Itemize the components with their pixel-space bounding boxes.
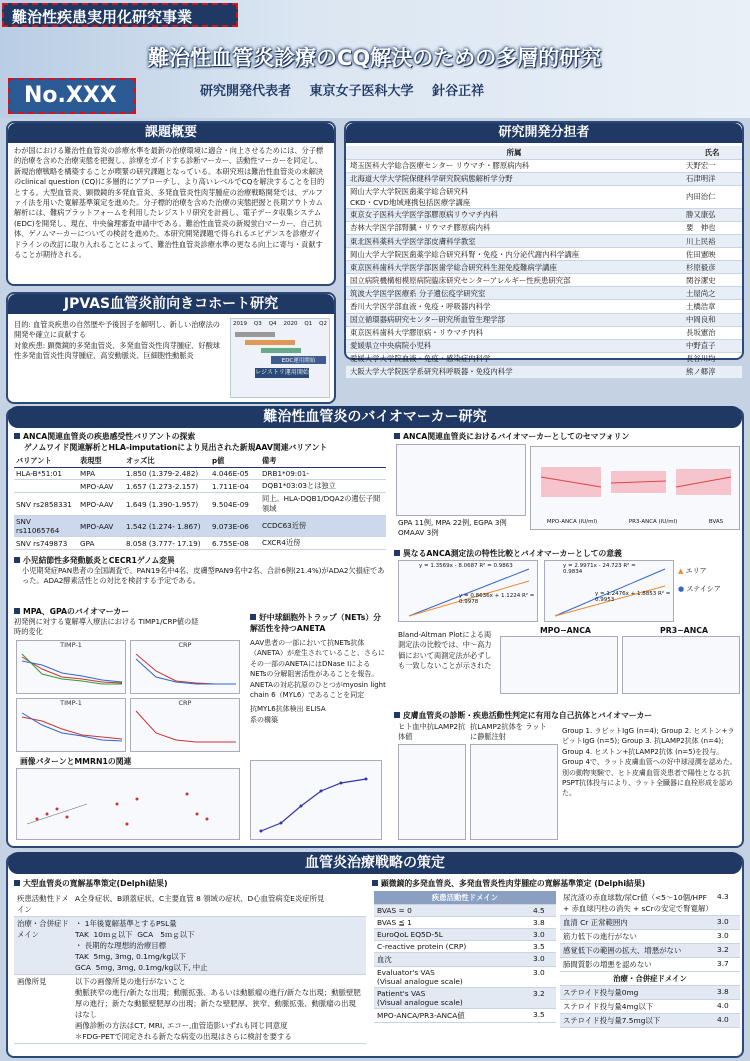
- table-cell: 長谷川均: [682, 352, 742, 365]
- table-cell: 3.2: [714, 944, 740, 958]
- table-cell: 3.0: [530, 929, 556, 941]
- table-cell: 1.649 (1.390-1.957): [124, 493, 210, 516]
- table-cell: 3.2: [530, 988, 556, 1009]
- table-cell: MPA: [78, 468, 124, 480]
- lv-block: 大型血管炎の寛解基準策定(Delphi結果) 疾患活動性ドメイン A全身症状、B頭蓋症状、C主要血管 8 領域の症状、D心血管病変E炎症所見 治療・合併症ドメイン ・ 1年後寛解基準とするPSL量 TAK 10ｍｇ以下 GCA 5ｍｇ以下 ・ 長期的な理想的治療目標 TAK 5mg, 3mg, 0.1mg/kg以下 GCA 5mg, 3mg, 0.1mg/kg以下, 中止 画像所見 以下の画像所見の進行がないこと 動脈狭窄の進行/新たな出現；動脈拡張、あるいは動脈瘤の進行/新たな出現；動脈壁肥厚の進行；新たな動脈壁肥厚の出現；新たな壁肥厚、狭窄、動脈拡張、動脈瘤の出現はなし 画像診断の方法はCT, MRI, エコー,血管造影いずれも同じ同意度 ＊FDG-PETで同定される新たな病変の出現はさらに検討を要する: [14, 878, 366, 1044]
- table-cell: CCDC63近傍: [260, 516, 386, 537]
- biomarker-title: 難治性血管炎のバイオマーカー研究: [8, 406, 742, 428]
- table-cell: 4.0: [714, 1014, 740, 1028]
- table-row: [346, 339, 742, 352]
- domain-table-right: 尿沈渣の赤血球数/尿Cr値（<5～10個/HPF + 赤血球円柱の消失 + sCrの安定で腎寛解） 4.3 血清 Cr 正常範囲内 3.0 筋力低下の進行がない 3.0 感覚低下の範囲の拡大、増悪がない 3.2 肺間質影の増悪を認めない 3.7 治療・合併症ドメイン ステロイド投与量0mg 3.8 ステロイド投与量4mg以下 4.0 ステロイド投与量7.5mg以下 4.0: [560, 891, 740, 1028]
- table-cell: MPO-ANCA/PR3-ANCA値: [374, 1009, 530, 1023]
- lamp-label-b: 抗LAMP2抗体を ラットに静脈注射: [470, 722, 547, 742]
- table-row: [14, 516, 386, 537]
- table-cell: 佐田憲映: [682, 248, 742, 261]
- overview-text: わが国における難治性血管炎の診療水準を最新の治療環境に適合・向上させるためには、分子標的治療を含めた治療実態を把握し、診療をガイドする診断マーカー、活動性マーカーを同定し、新規治療戦略を構築することが喫緊の研究課題となっている。本研究班は難治性血管炎の未解決のclinical question (CQ)に多層的にアプローチし、より高いレベルでCQを解決することを目的とする。大型血管炎、顕微鏡的多発血管炎、多発血管炎性肉芽腫症の治療戦略開発では、デルファイ法を用いた寛解基準策定を進めた。分子標的治療を含めた治療の実態把握と長期アウトカム解析には、難病プラットフォームを利用したレジストリ研究を計画し、電子データ収集システム(EDC)を開発し、現在、中央倫理審査申請中である。難治性血管炎の新規蛍白マーカー、自己抗体、ゲノムマーカーについての検討を進めた。本研究開発課題で得られるエビデンスを診療ガイドラインの改訂に取り入れることによって、難治性血管炎診療水準の更なる向上に寄与・貢献することが期待される。: [14, 146, 325, 260]
- skin-text: Group 1. ラビットIgG (n=4); Group 2. ヒストン+ラビットIgG (n=5); Group 3. 抗LAMP2抗体 (n=4); Group 4. ヒストン+抗LAMP2抗体 (n=5)を投与。Group 4で、ラット皮膚血管への好中球浸潤を認めた。 別の動物実験で、ヒト皮膚血管炎患者で陽性となる抗PSPT抗体投与により、ラット全臓器に血栓形成を認めた。: [562, 727, 737, 798]
- staff-title: 研究開発分担者: [346, 123, 742, 143]
- table-cell: 愛媛大学大学院血液・免疫・感染症内科学: [346, 352, 682, 365]
- variant-table: [14, 455, 386, 550]
- table-cell: p値: [210, 455, 260, 468]
- table-cell: Patient's VAS (Visual analogue scale): [374, 988, 530, 1009]
- table-cell: Evaluator's VAS (Visual analogue scale): [374, 967, 530, 988]
- table-cell: 4.046E-05: [210, 468, 260, 480]
- table-cell: 筋力低下の進行がない: [560, 930, 714, 944]
- table-cell: 疾患活動性ドメイン: [14, 892, 72, 917]
- table-row: [374, 1009, 556, 1023]
- table-cell: 長坂憲治: [682, 326, 742, 339]
- table-row: [346, 221, 742, 234]
- crp-chart: CRP: [130, 640, 240, 694]
- semaphorin-diagram: [396, 444, 526, 516]
- lv-table: [14, 892, 366, 1044]
- table-cell: 土橋浩章: [682, 300, 742, 313]
- elisa-chart: [250, 760, 382, 840]
- table-row: [14, 468, 386, 480]
- table-cell: 国立循環器病研究センター研究所血管生理学部: [346, 313, 682, 326]
- ba-label-pr3: PR3−ANCA: [660, 626, 708, 635]
- jpvas-text: 目的: 血管炎疾患の自然歴や予後因子を解明し、新しい治療法の開発や確立に貢献する 対象疾患: 顕微鏡的多発血管炎、多発血管炎性肉芽腫症、好酸球性多発血管炎性肉芽腫症、高安動脈炎、巨細胞性動脈炎: [14, 320, 220, 361]
- table-cell: 治療・合併症ドメイン: [14, 917, 72, 975]
- table-row: [374, 988, 556, 1009]
- table-row: [346, 287, 742, 300]
- table-cell: 東京医科歯科大学膠原病・リウマチ内科: [346, 326, 682, 339]
- table-cell: 岡山大学大学院医歯薬学総合研究科腎・免疫・内分泌代謝内科学講座: [346, 248, 682, 261]
- table-cell: 要 伸也: [682, 221, 742, 234]
- table-cell: SNV rs11065764: [14, 516, 78, 537]
- table-cell: 東京医科歯科大学医学部医歯学総合研究科生涯免疫難病学講座: [346, 261, 682, 274]
- table-cell: 岡山大学大学院医歯薬学総合研究科 CKD・CVD地域連携包括医療学講座: [346, 185, 682, 208]
- table-cell: 4.0: [714, 1000, 740, 1014]
- net-block: 好中球細胞外トラップ（NETs）分解活性を持つANETA AAV患者の一部において抗NETs抗体（ANETA）が産生されていること、さらにその一部のANETAにはDNase Iによる NETsの分解阻害活性があることを報告。ANETAの対応抗原のひとつがmyosin light chain 6（MYL6）であることを同定 抗MYL6抗体検出 ELISA系の構築: [250, 613, 386, 724]
- table-row: [346, 185, 742, 208]
- table-row: [14, 917, 366, 975]
- lamp-chart: [398, 744, 466, 840]
- table-cell: DRB1*09:01-: [260, 468, 386, 480]
- kawasaki-block: 小児結節性多発動脈炎とCECR1ゲノム変異 小児期発症PAN患者の全国調査で、PAN19名中4名、皮膚型PAN9名中2名、合計6例(21.4%)がADA2欠損症であった。ADA2酵素活性との対比を検討する予定である。: [14, 555, 386, 587]
- table-cell: SNV rs749873: [14, 537, 78, 550]
- anca-variant-block: ANCA関連血管炎の疾患感受性バリアントの探索 ゲノムワイド関連解析とHLA-imputationにより見出された新規AAV関連バリアント バリアント 表現型 オッズ比 p値 備考 HLA-B*51:01 MPA 1.850 (1.379-2.482) 4.046E-05 DRB1*09:01- MPO-AAV 1.657 (1.273-2.157) 1.711E-04 DQB1*03:03とは独立 SNV rs2858331 MPO-AAV 1.649 (1.390-1.957) 9.504E-09 同上。HLA-DQB1/DQA2の遺伝子間領域 SNV rs11065764 MPO-AAV 1.542 (1.274- 1.867) 9.073E-06 CCDC63近傍 SNV rs749873 GPA 8.058 (3.777- 17.19) 6.755E-08 CXCR4近傍: [14, 431, 386, 550]
- table-cell: 愛媛県立中央病院小児科: [346, 339, 682, 352]
- table-cell: 香川大学医学部血液・免疫・呼吸器内科学: [346, 300, 682, 313]
- table-cell: EuroQoL EQ5D-5L: [374, 929, 530, 941]
- semaphorin-charts: MPO-ANCA (IU/ml) PR3-ANCA (IU/ml) BVAS: [530, 446, 740, 530]
- table-cell: A全身症状、B頭蓋症状、C主要血管 8 領域の症状、D心血管病変E炎症所見: [72, 892, 366, 917]
- mpa-criteria-block: 顕微鏡的多発血管炎、多発血管炎性肉芽腫症の寛解基準策定 (Delphi結果): [372, 878, 740, 889]
- semaphorin-block: ANCA関連血管炎におけるバイオマーカーとしてのセマフォリン: [394, 431, 740, 442]
- table-cell: 杏林大学医学部腎臓・リウマチ膠原病内科: [346, 221, 682, 234]
- table-row: [346, 365, 742, 378]
- table-cell: 3.5: [530, 1009, 556, 1023]
- table-row: [346, 326, 742, 339]
- table-cell: 天野宏一: [682, 159, 742, 172]
- table-row: [560, 1014, 740, 1028]
- rat-chart: [470, 744, 558, 840]
- table-cell: 東北医科薬科大学医学部皮膚科学教室: [346, 234, 682, 247]
- table-row: [346, 313, 742, 326]
- table-row: [346, 159, 742, 172]
- table-cell: 4.3: [714, 891, 740, 916]
- table-cell: ステロイド投与量0mg: [560, 986, 714, 1000]
- table-cell: 3.0: [714, 916, 740, 930]
- table-row: [374, 917, 556, 929]
- table-cell: 尿沈渣の赤血球数/尿Cr値（<5～10個/HPF + 赤血球円柱の消失 + sCrの安定で腎寛解）: [560, 891, 714, 916]
- assay-title: 異なるANCA測定法の特性比較とバイオマーカーとしての意義: [394, 548, 740, 559]
- assay-legend: ▲ エリア ● ステイシア: [678, 567, 721, 593]
- table-cell: MPO-AAV: [78, 516, 124, 537]
- mmrn1-chart: [16, 768, 240, 840]
- table-cell: 画像所見: [14, 975, 72, 1044]
- representative-line: 研究開発代表者 東京女子医科大学 針谷正祥: [200, 84, 485, 99]
- table-cell: 8.058 (3.777- 17.19): [124, 537, 210, 550]
- table-row: [560, 916, 740, 930]
- assay-chart-1: y = 1.3569x - 8.0687 R² = 0.9863 y = 0.8636x + 1.1224 R² = 0.9978: [398, 560, 538, 622]
- registry-bar: レジストリ運用開始: [255, 369, 309, 376]
- ba-chart-pr3: [622, 636, 740, 694]
- assay-chart-2: y = 2.9971x - 24.723 R² = 0.9834 y = 1.2476x + 1.8853 R² = 0.9953: [544, 560, 674, 622]
- table-cell: [14, 480, 78, 493]
- timp1-chart: TIMP-1: [16, 640, 126, 694]
- lamp-label-a: ヒト血中抗LAMP2抗体値: [398, 722, 466, 742]
- table-cell: 3.0: [530, 953, 556, 967]
- table-cell: C-reactive protein (CRP): [374, 941, 530, 953]
- table-cell: BVAS ≦ 1: [374, 917, 530, 929]
- table-cell: 4.5: [530, 905, 556, 917]
- table-row: [346, 300, 742, 313]
- table-row: [374, 905, 556, 917]
- table-cell: GPA: [78, 537, 124, 550]
- table-cell: 血沈: [374, 953, 530, 967]
- table-cell: 9.504E-09: [210, 493, 260, 516]
- page-title: 難治性血管炎診療のCQ解決のための多層的研究: [148, 46, 602, 70]
- table-cell: 1.657 (1.273-2.157): [124, 480, 210, 493]
- strategy-title: 血管炎治療戦略の策定: [8, 852, 742, 874]
- table-cell: 北海道大学大学院保健科学研究院病態解析学分野: [346, 172, 682, 185]
- table-row: [14, 537, 386, 550]
- table-row: [560, 986, 740, 1000]
- table-cell: ステロイド投与量4mg以下: [560, 1000, 714, 1014]
- table-cell: 9.073E-06: [210, 516, 260, 537]
- table-row: [374, 967, 556, 988]
- table-cell: 3.8: [530, 917, 556, 929]
- table-cell: 3.7: [714, 958, 740, 972]
- semaphorin-cohort: GPA 11例, MPA 22例, EGPA 3例 OMAAV 3例: [398, 518, 507, 538]
- table-cell: 川上民裕: [682, 234, 742, 247]
- table-cell: 3.8: [714, 986, 740, 1000]
- table-cell: 以下の画像所見の進行がないこと 動脈狭窄の進行/新たな出現；動脈拡張、あるいは動脈瘤の進行/新たな出現；動脈壁肥厚の進行；新たな動脈壁肥厚の出現；新たな壁肥厚、狭窄、動脈拡張、動脈瘤の出現はなし 画像診断の方法はCT, MRI, エコー,血管造影いずれも同じ同意度 ＊FDG-PETで同定される新たな病変の出現はさらに検討を要する: [72, 975, 366, 1044]
- table-cell: 杉原毅彦: [682, 261, 742, 274]
- table-cell: 中岡良和: [682, 313, 742, 326]
- table-cell: オッズ比: [124, 455, 210, 468]
- jpvas-timeline: [230, 318, 330, 398]
- table-cell: HLA-B*51:01: [14, 468, 78, 480]
- table-row: [560, 891, 740, 916]
- table-row: [374, 953, 556, 967]
- table-cell: 肺間質影の増悪を認めない: [560, 958, 714, 972]
- skin-title: 皮膚血管炎の診断・疾患活動性判定に有用な自己抗体とバイオマーカー: [394, 710, 740, 721]
- table-cell: 1.850 (1.379-2.482): [124, 468, 210, 480]
- mpa-gpa-block: MPA、GPAのバイオマーカー 初発例に対する寛解導入療法における TIMP1/CRP値の経時的変化: [14, 607, 199, 637]
- table-cell: バリアント: [14, 455, 78, 468]
- table-row: [346, 208, 742, 221]
- ba-chart-mpo: [500, 636, 618, 694]
- table-cell: 血清 Cr 正常範囲内: [560, 916, 714, 930]
- table-row: [14, 480, 386, 493]
- table-cell: 1.711E-04: [210, 480, 260, 493]
- project-number: No.XXX: [8, 78, 136, 114]
- table-cell: 6.755E-08: [210, 537, 260, 550]
- table-cell: 熊ノ郷淳: [682, 365, 742, 378]
- table-row: [14, 493, 386, 516]
- overview-panel: [6, 121, 336, 286]
- table-cell: 表現型: [78, 455, 124, 468]
- table-row: [560, 944, 740, 958]
- table-row: [374, 941, 556, 953]
- staff-panel: [344, 121, 744, 377]
- table-cell: ステロイド投与量7.5mg以下: [560, 1014, 714, 1028]
- table-cell: ・ 1年後寛解基準とするPSL量 TAK 10ｍｇ以下 GCA 5ｍｇ以下 ・ 長期的な理想的治療目標 TAK 5mg, 3mg, 0.1mg/kg以下 GCA 5mg, 3mg, 0.1mg/kg以下, 中止: [72, 917, 366, 975]
- table-row: [346, 352, 742, 365]
- timeline-labels: 2019 Q3 Q4 2020 Q1 Q2: [233, 321, 327, 327]
- table-row: [346, 274, 742, 287]
- table-cell: 内田治仁: [682, 185, 742, 208]
- staff-table: 所属 氏名 埼玉医科大学総合医療センター リウマチ・膠原病内科 天野宏一 北海道大学大学院保健科学研究院病態解析学分野 石津明洋 岡山大学大学院医歯薬学総合研究科 CKD・CVD地域連携包括医療学講座 内田治仁 東京女子医科大学医学部膠原病リウマチ内科 勝又康弘 杏林大学医学部腎臓・リウマチ膠原病内科 要 伸也 東北医科薬科大学医学部皮膚科学教室 川上民裕 岡山大学大学院医歯薬学総合研究科腎・免疫・内分泌代謝内科学講座 佐田憲映 東京医科歯科大学医学部医歯学総合研究科生涯免疫難病学講座 杉原毅彦 国立病院機構相模原病院臨床研究センターアレルギー性疾患研究部 関谷潔史 筑波大学医学医療系 分子遺伝疫学研究室 土屋尚之 香川大学医学部血液・免疫・呼吸器内科学 土橋浩章 国立循環器病研究センター研究所血管生理学部 中岡良和 東京医科歯科大学膠原病・リウマチ内科 長坂憲治 愛媛県立中央病院小児科 中野直子 愛媛大学大学院血液・免疫・感染症内科学 長谷川均 大阪大学大学院医学系研究科呼吸器・免疫内科学 熊ノ郷淳: [346, 146, 742, 379]
- table-cell: 感覚低下の範囲の拡大、増悪がない: [560, 944, 714, 958]
- table-cell: 関谷潔史: [682, 274, 742, 287]
- table-cell: 3.5: [530, 941, 556, 953]
- table-row: [346, 261, 742, 274]
- table-row: [14, 892, 366, 917]
- table-cell: 東京女子医科大学医学部膠原病リウマチ内科: [346, 208, 682, 221]
- table-cell: MPO-AAV: [78, 493, 124, 516]
- table-cell: CXCR4近傍: [260, 537, 386, 550]
- table-cell: MPO-AAV: [78, 480, 124, 493]
- table-cell: BVAS = 0: [374, 905, 530, 917]
- table-cell: 埼玉医科大学総合医療センター リウマチ・膠原病内科: [346, 159, 682, 172]
- table-cell: 筑波大学医学医療系 分子遺伝疫学研究室: [346, 287, 682, 300]
- ba-text: Bland-Altman Plotによる両測定法の比較では、中～高力価において両測定法が必ずしも一致しないことが示された: [398, 630, 492, 671]
- table-cell: 土屋尚之: [682, 287, 742, 300]
- table-row: [14, 455, 386, 468]
- table-row: [346, 248, 742, 261]
- table-cell: 3.0: [530, 967, 556, 988]
- ba-label-mpo: MPO−ANCA: [540, 626, 591, 635]
- table-cell: 中野直子: [682, 339, 742, 352]
- table-row: [14, 975, 366, 1044]
- table-row: [560, 958, 740, 972]
- table-row: [560, 1000, 740, 1014]
- table-row: [346, 234, 742, 247]
- table-cell: DQB1*03:03とは独立: [260, 480, 386, 493]
- table-row: [346, 172, 742, 185]
- table-cell: 1.542 (1.274- 1.867): [124, 516, 210, 537]
- table-cell: 石津明洋: [682, 172, 742, 185]
- domain-table-left: 疾患活動性ドメイン BVAS = 0 4.5 BVAS ≦ 1 3.8 EuroQoL EQ5D-5L 3.0 C-reactive protein (CRP) 3.5 血沈 3.0 Evaluator's VAS (Visual analogue scale) 3.0 Patient's VAS (Visual analogue scale) 3.2 MPO-ANCA/PR3-ANCA値 3.5: [374, 891, 556, 1023]
- table-cell: 国立病院機構相模原病院臨床研究センターアレルギー性疾患研究部: [346, 274, 682, 287]
- jpvas-title: JPVAS血管炎前向きコホート研究: [8, 294, 334, 314]
- table-cell: SNV rs2858331: [14, 493, 78, 516]
- overview-title: 課題概要: [8, 123, 334, 143]
- mmrn1-title: 画像パターンとMMRN1の関連: [20, 757, 132, 766]
- table-row: [560, 930, 740, 944]
- table-cell: 勝又康弘: [682, 208, 742, 221]
- table-cell: 3.0: [714, 930, 740, 944]
- program-label: 難治性疾患実用化研究事業: [2, 3, 238, 27]
- jpvas-panel: [6, 292, 336, 404]
- edc-bar: EDC運用開始: [271, 356, 326, 364]
- table-cell: 同上。HLA-DQB1/DQA2の遺伝子間領域: [260, 493, 386, 516]
- timp1-chart-2: TIMP-1: [16, 698, 126, 752]
- table-row: [374, 929, 556, 941]
- crp-chart-2: CRP: [130, 698, 240, 752]
- table-cell: 備考: [260, 455, 386, 468]
- table-cell: 大阪大学大学院医学系研究科呼吸器・免疫内科学: [346, 365, 682, 378]
